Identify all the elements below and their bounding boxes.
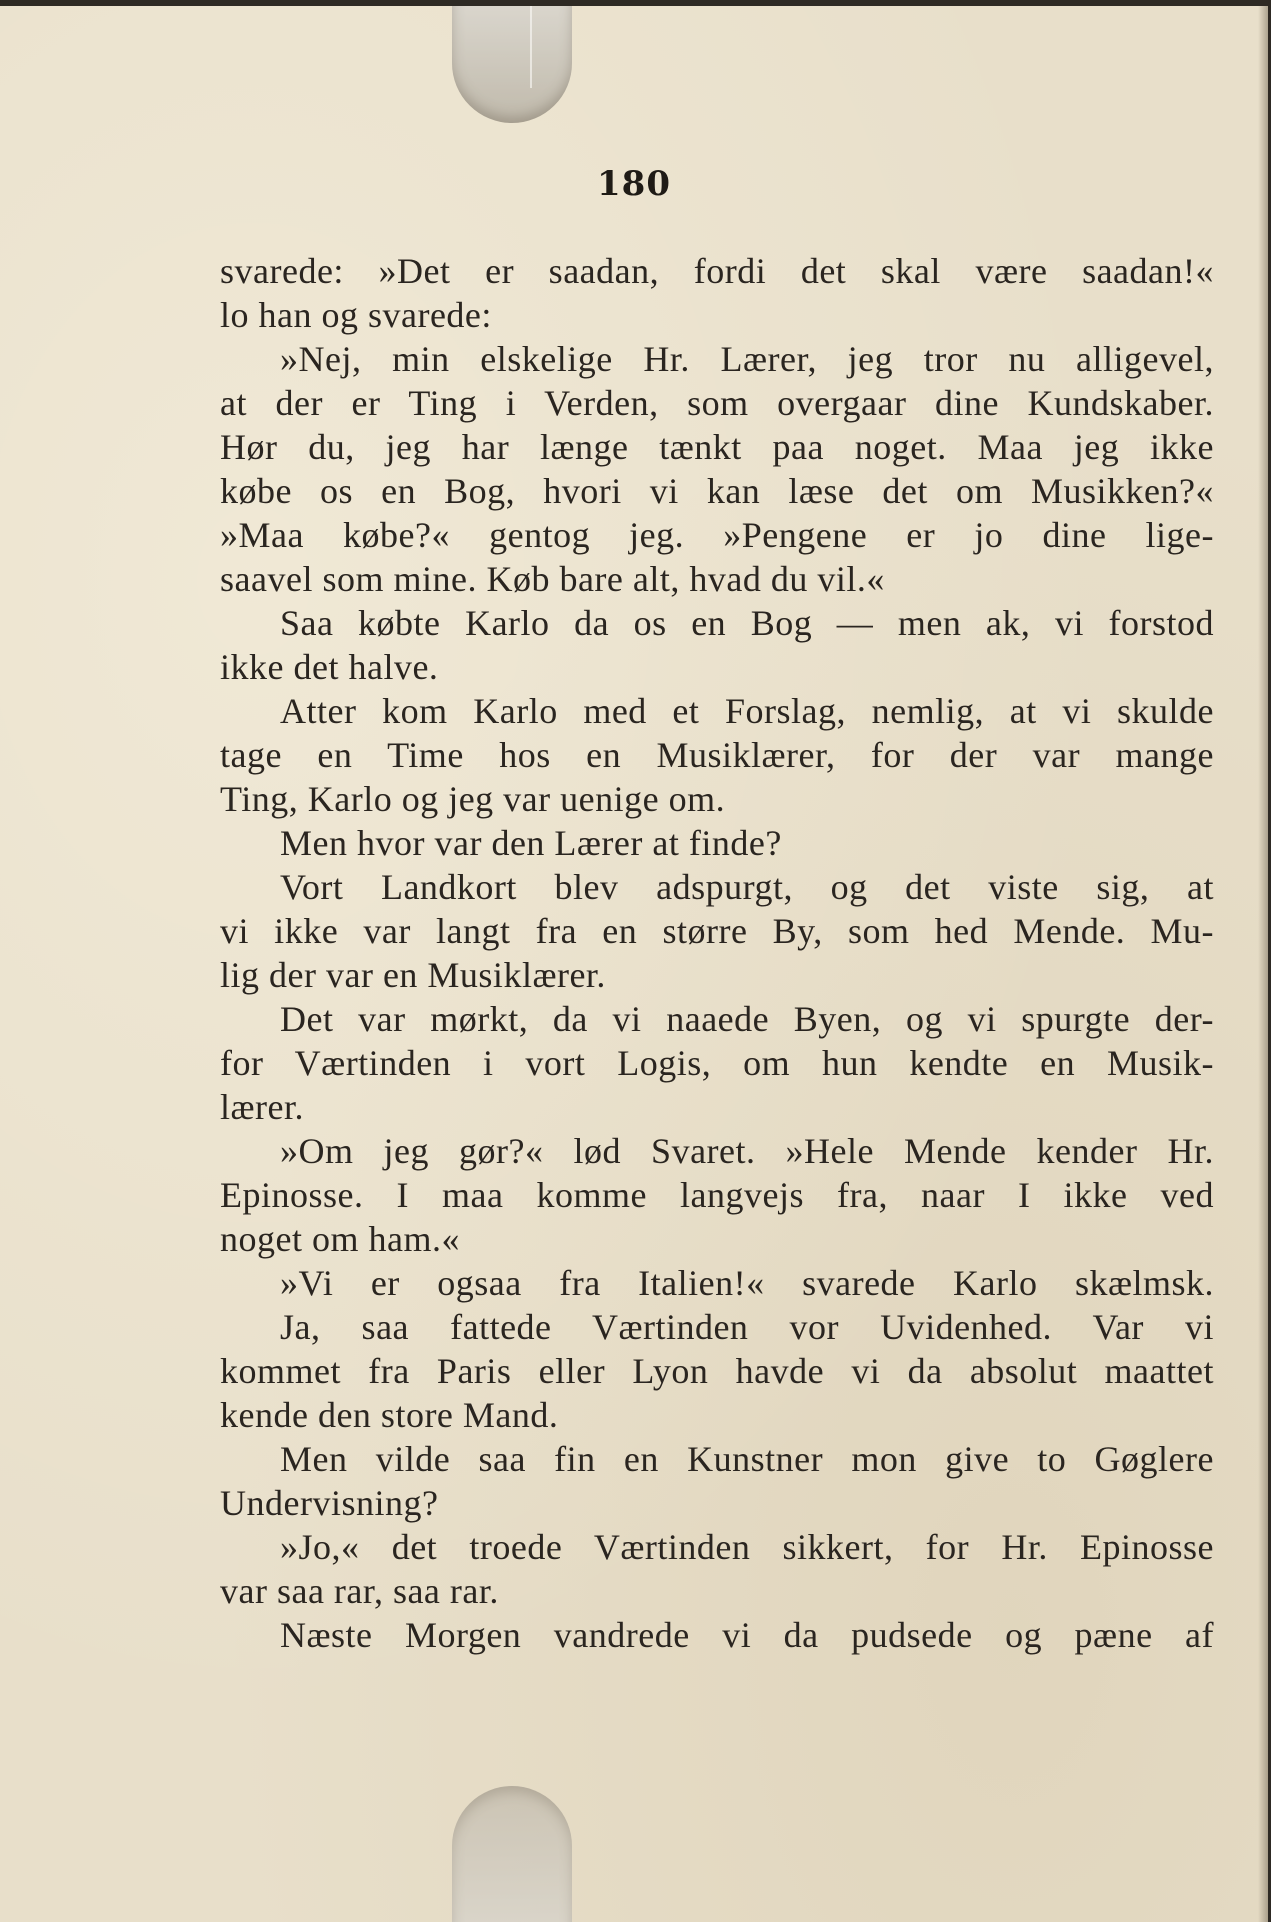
book-page [0, 6, 1268, 1922]
body-text [220, 249, 1214, 1657]
text-line: Vort Landkort blev adspurgt, og det viste sig, at [280, 867, 1214, 907]
text-line: Det var mørkt, da vi naaede Byen, og vi spurgte der- [280, 999, 1214, 1039]
text-line: kommet fra Paris eller Lyon havde vi da absolut maattet [220, 1351, 1214, 1391]
text-line: saavel som mine. Køb bare alt, hvad du vil.« [220, 559, 885, 599]
text-line: var saa rar, saa rar. [220, 1571, 499, 1611]
text-line: købe os en Bog, hvori vi kan læse det om Musikken?« [220, 471, 1214, 511]
text-line: at der er Ting i Verden, som overgaar dine Kundskaber. [220, 383, 1214, 423]
text-line: Ting, Karlo og jeg var uenige om. [220, 779, 726, 819]
text-line: »Maa købe?« gentog jeg. »Pengene er jo dine lige- [220, 515, 1214, 555]
text-line: Men hvor var den Lærer at finde? [280, 823, 782, 863]
text-line: Næste Morgen vandrede vi da pudsede og pæne af [280, 1615, 1214, 1655]
text-line: Epinosse. I maa komme langvejs fra, naar I ikke ved [220, 1175, 1214, 1215]
text-line: Atter kom Karlo med et Forslag, nemlig, at vi skulde [280, 691, 1214, 731]
text-line: Saa købte Karlo da os en Bog — men ak, vi forstod [280, 603, 1214, 643]
text-line: lig der var en Musiklærer. [220, 955, 606, 995]
text-line: ikke det halve. [220, 647, 439, 687]
text-line: »Jo,« det troede Værtinden sikkert, for Hr. Epinosse [280, 1527, 1214, 1567]
text-line: »Om jeg gør?« lød Svaret. »Hele Mende kender Hr. [280, 1131, 1214, 1171]
text-line: Undervisning? [220, 1483, 439, 1523]
text-line: »Vi er ogsaa fra Italien!« svarede Karlo skælmsk. [280, 1263, 1214, 1303]
text-line: svarede: »Det er saadan, fordi det skal være saadan!« [220, 251, 1214, 291]
text-line: noget om ham.« [220, 1219, 460, 1259]
text-line: kende den store Mand. [220, 1395, 559, 1435]
text-line: »Nej, min elskelige Hr. Lærer, jeg tror nu alligevel, [280, 339, 1214, 379]
page-clip-bottom [452, 1786, 572, 1922]
text-line: tage en Time hos en Musiklærer, for der var mange [220, 735, 1214, 775]
text-line: lo han og svarede: [220, 295, 492, 335]
text-line: lærer. [220, 1087, 304, 1127]
text-line: Men vilde saa fin en Kunstner mon give to Gøglere [280, 1439, 1214, 1479]
text-line: for Værtinden i vort Logis, om hun kendte en Musik- [220, 1043, 1214, 1083]
page-clip-top [452, 6, 572, 123]
text-line: vi ikke var langt fra en større By, som hed Mende. Mu- [220, 911, 1214, 951]
text-line: Ja, saa fattede Værtinden vor Uvidenhed. Var vi [280, 1307, 1214, 1347]
page-number: 180 [597, 164, 671, 204]
text-line: Hør du, jeg har længe tænkt paa noget. Maa jeg ikke [220, 427, 1214, 467]
